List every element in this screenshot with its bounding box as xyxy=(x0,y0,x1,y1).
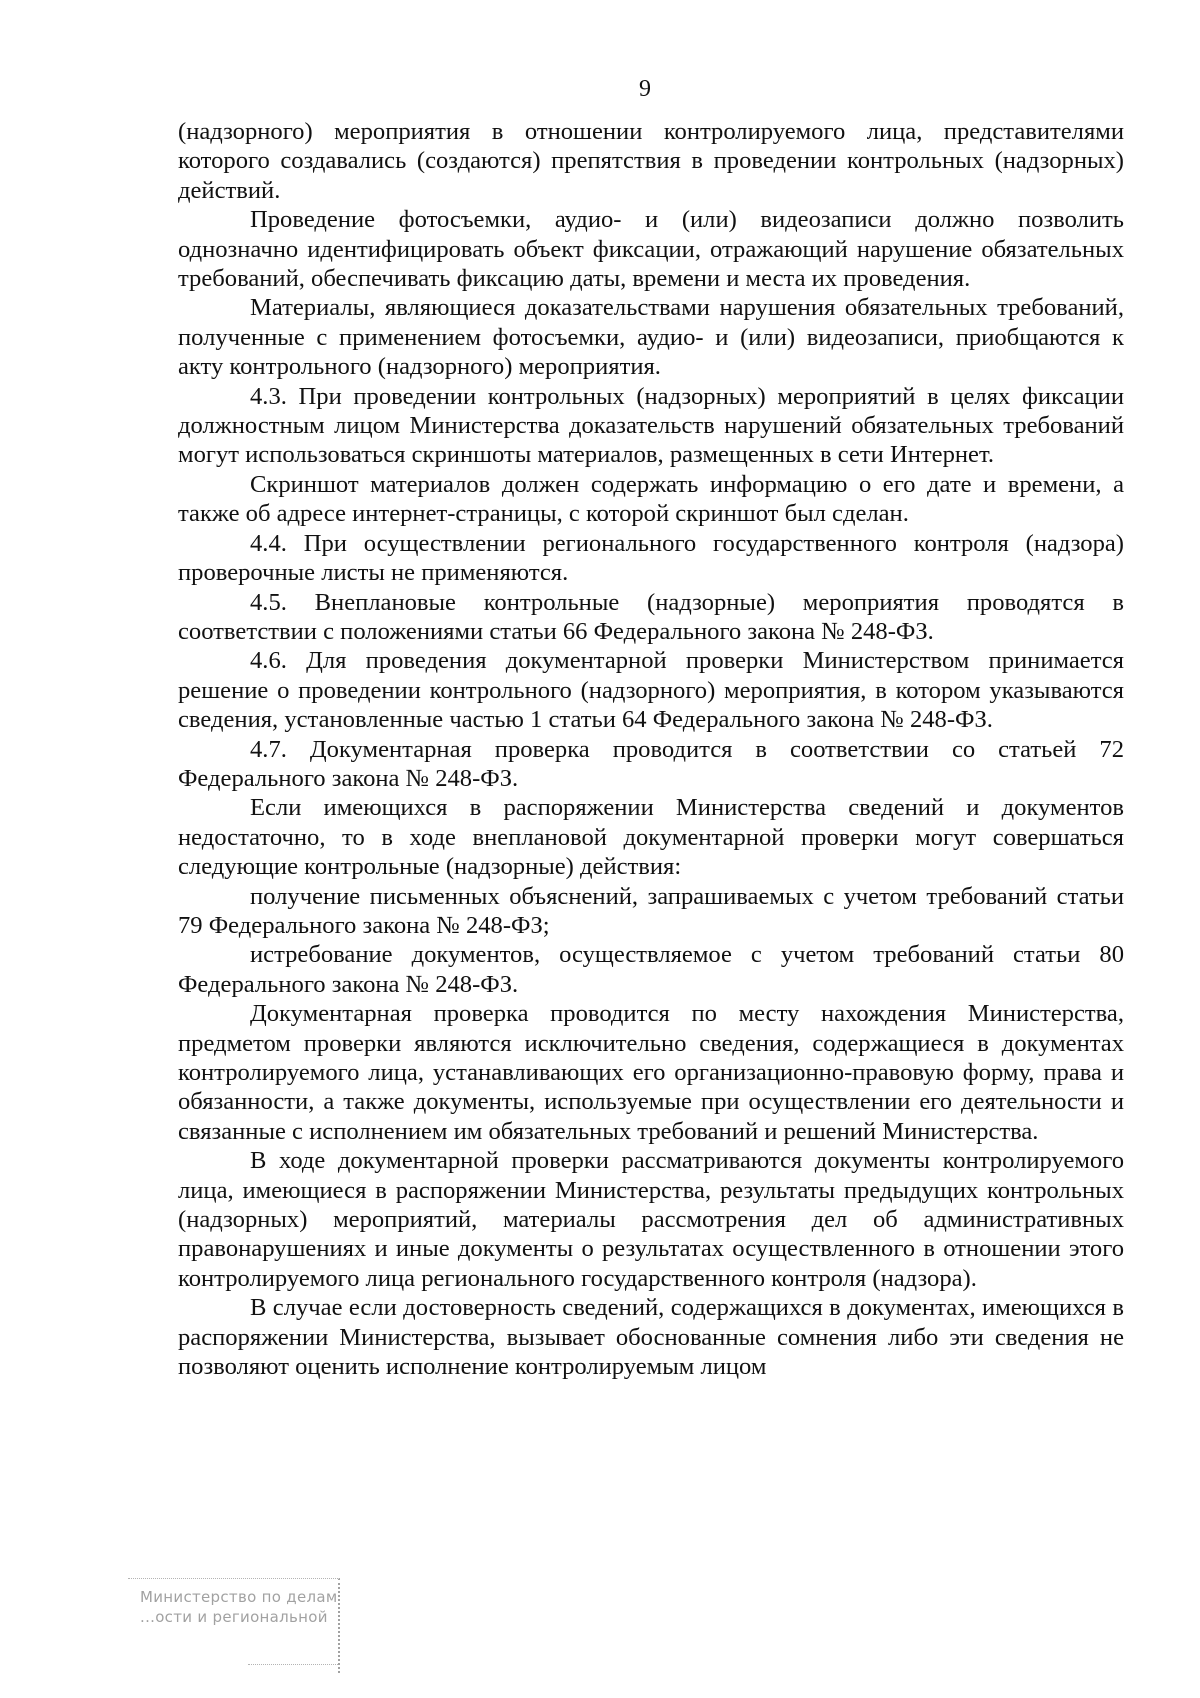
stamp-underline xyxy=(248,1664,338,1665)
stamp-line: Министерство по делам xyxy=(140,1588,338,1606)
paragraph: истребование документов, осуществляемое с учетом требований статьи 80 Федерального закона № 248-ФЗ. xyxy=(178,941,1124,998)
paragraph: 4.7. Документарная проверка проводится в соответствии со статьей 72 Федерального закона № 248-ФЗ. xyxy=(178,735,1124,792)
paragraph: 4.3. При проведении контрольных (надзорных) мероприятий в целях фиксации должностным лицом Министерства доказательств нарушений обязательных требований могут использоваться скриншоты материалов, размещенных в сети Интернет. xyxy=(178,382,1124,469)
paragraph: получение письменных объяснений, запрашиваемых с учетом требований статьи 79 Федерального закона № 248-ФЗ; xyxy=(178,882,1124,939)
paragraph: 4.6. Для проведения документарной проверки Министерством принимается решение о проведении контрольного (надзорного) мероприятия, в котором указываются сведения, установленные частью 1 статьи 64 Федерального закона № 248-ФЗ. xyxy=(178,647,1124,734)
page-number: 9 xyxy=(639,76,651,102)
document-body xyxy=(178,117,1124,1381)
paragraph: 4.5. Внеплановые контрольные (надзорные) мероприятия проводятся в соответствии с положениями статьи 66 Федерального закона № 248-ФЗ. xyxy=(178,588,1124,645)
paragraph: Материалы, являющиеся доказательствами нарушения обязательных требований, полученные с применением фотосъемки, аудио- и (или) видеозаписи, приобщаются к акту контрольного (надзорного) мероприятия. xyxy=(178,294,1124,381)
paragraph: Скриншот материалов должен содержать информацию о его дате и времени, а также об адресе интернет-страницы, с которой скриншот был сделан. xyxy=(178,470,1124,528)
registration-stamp xyxy=(128,1578,340,1674)
paragraph: Проведение фотосъемки, аудио- и (или) видеозаписи должно позволить однозначно идентифицировать объект фиксации, отражающий нарушение обязательных требований, обеспечивать фиксацию даты, времени и места их проведения. xyxy=(178,206,1124,293)
paragraph: 4.4. При осуществлении регионального государственного контроля (надзора) проверочные листы не применяются. xyxy=(178,529,1124,587)
stamp-line: ...ости и региональной xyxy=(140,1608,328,1626)
paragraph: В ходе документарной проверки рассматриваются документы контролируемого лица, имеющиеся в распоряжении Министерства, результаты предыдущих контрольных (надзорных) мероприятий, материалы рассмотрения дел об административных правонарушениях и иные документы о результатах осуществленного в отношении этого контролируемого лица регионального государственного контроля (надзора). xyxy=(178,1147,1124,1292)
paragraph: В случае если достоверность сведений, содержащихся в документах, имеющихся в распоряжении Министерства, вызывает обоснованные сомнения либо эти сведения не позволяют оценить исполнение контролируемым лицом xyxy=(178,1294,1124,1381)
paragraph: Документарная проверка проводится по месту нахождения Министерства, предметом проверки являются исключительно сведения, содержащиеся в документах контролируемого лица, устанавливающих его организационно-правовую форму, права и обязанности, а также документы, используемые при осуществлении его деятельности и связанные с исполнением им обязательных требований и решений Министерства. xyxy=(178,1000,1124,1145)
paragraph: Если имеющихся в распоряжении Министерства сведений и документов недостаточно, то в ходе внеплановой документарной проверки могут совершаться следующие контрольные (надзорные) действия: xyxy=(178,794,1124,881)
paragraph: (надзорного) мероприятия в отношении контролируемого лица, представителями которого создавались (создаются) препятствия в проведении контрольных (надзорных) действий. xyxy=(178,118,1124,204)
